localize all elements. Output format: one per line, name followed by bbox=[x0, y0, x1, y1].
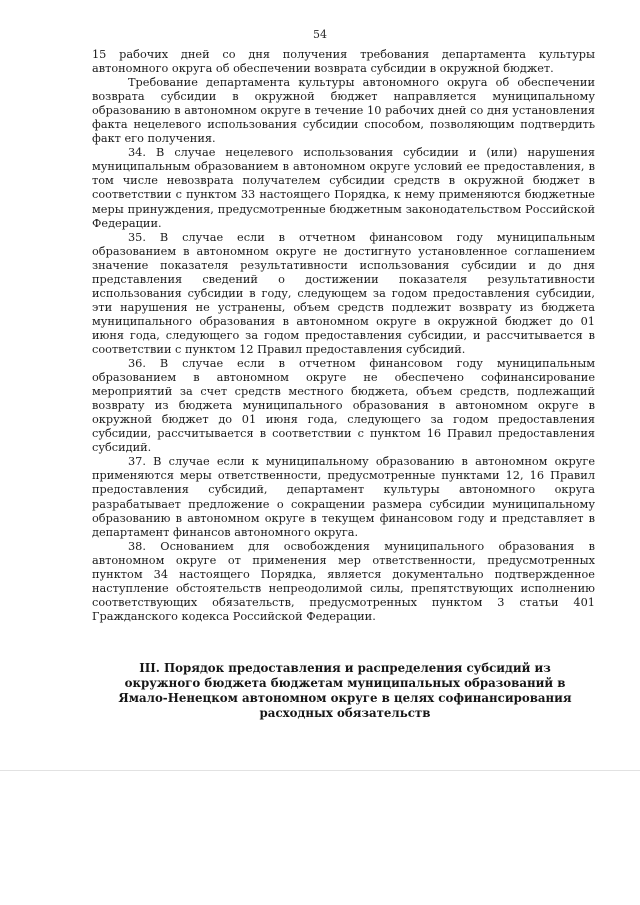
page-number: 54 bbox=[313, 28, 327, 41]
paragraph-continuation: 15 рабочих дней со дня получения требования департамента культуры автономного округа об обеспечении возврата субсидии в окружной бюджет. bbox=[92, 48, 595, 76]
paragraph-item-38: 38. Основанием для освобождения муниципального образования в автономном округе от применения мер ответственности, предусмотренных пунктом 34 настоящего Порядка, является документально подтвержденное наступление обстоятельств непреодолимой силы, препятствующих исполнению соответствующих обязательств, предусмотренных пунктом 3 статьи 401 Гражданского кодекса Российской Федерации. bbox=[92, 539, 595, 623]
paragraph-demand-notice: Требование департамента культуры автономного округа об обеспечении возврата субсидии в окружной бюджет направляется муниципальному образованию в автономном округе в течение 10 рабочих дней со дня установления факта нецелевого использования субсидии способом, позволяющим подтвердить факт его получения. bbox=[92, 76, 595, 146]
section-heading: III. Порядок предоставления и распределения субсидий из окружного бюджета бюджетам муниципальных образований в Ямало-Ненецком автономном округе в целях софинансирования расходных обязательств bbox=[118, 661, 572, 720]
document-body bbox=[92, 48, 595, 624]
blank-area bbox=[0, 771, 640, 905]
paragraph-item-36: 36. В случае если в отчетном финансовом году муниципальным образованием в автономном округе не обеспечено софинансирование мероприятий за счет средств местного бюджета, объем средств, подлежащий возврату из бюджета муниципального образования в автономном округе в окружной бюджет до 01 июня года, следующего за годом предоставления субсидии, рассчитывается в соответствии с пунктом 16 Правил предоставления субсидий. bbox=[92, 357, 595, 455]
paragraph-item-37: 37. В случае если к муниципальному образованию в автономном округе применяются меры ответственности, предусмотренные пунктами 12, 16 Правил предоставления субсидий, департамент культуры автономного округа разрабатывает предложение о сокращении размера субсидии муниципальному образованию в автономном округе в текущем финансовом году и представляет в департамент финансов автономного округа. bbox=[92, 455, 595, 539]
paragraph-item-35: 35. В случае если в отчетном финансовом году муниципальным образованием в автономном округе не достигнуто установленное соглашением значение показателя результативности использования субсидии и до дня представления сведений о достижении показателя результативности использования субсидии в году, следующем за годом предоставления субсидии, эти нарушения не устранены, объем средств подлежит возврату из бюджета муниципального образования в автономном округе в окружной бюджет до 01 июня года, следующего за годом предоставления субсидии, и рассчитывается в соответствии с пунктом 12 Правил предоставления субсидий. bbox=[92, 230, 595, 356]
paragraph-item-34: 34. В случае нецелевого использования субсидии и (или) нарушения муниципальным образованием в автономном округе условий ее предоставления, в том числе невозврата получателем субсидии средств в окружной бюджет в соответствии с пунктом 33 настоящего Порядка, к нему применяются бюджетные меры принуждения, предусмотренные бюджетным законодательством Российской Федерации. bbox=[92, 146, 595, 230]
